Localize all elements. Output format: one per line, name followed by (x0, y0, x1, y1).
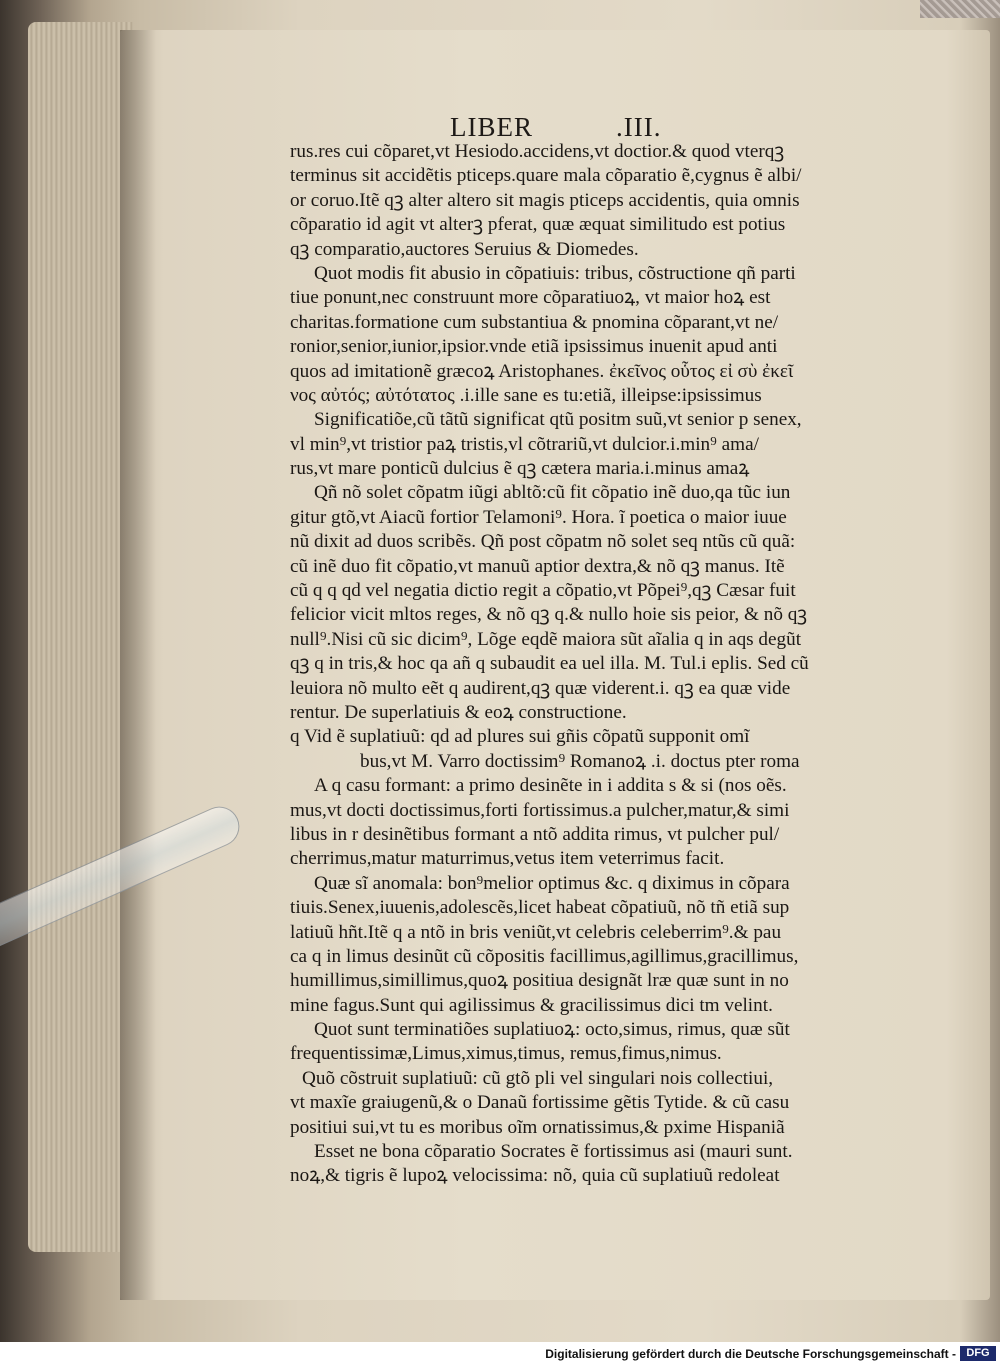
text-line: cũ inẽ duo fit cõpatio,vt manuũ aptior dextra,& nõ qꝫ manus. Itẽ (290, 555, 785, 577)
text-line: tiuis.Senex,iuuenis,adolescẽs,licet habeat cõpatiuũ, nõ tñ etiã sup (290, 897, 790, 919)
dfg-logo: DFG (960, 1346, 996, 1361)
text-line: Quõ cõstruit suplatiuũ: cũ gtõ pli vel singulari nois collectiui, (302, 1067, 774, 1089)
body-text (290, 140, 940, 1189)
text-line: Qñ nõ solet cõpatm iũgi abltõ:cũ fit cõpatio inẽ duo,qa tũc iun (314, 482, 791, 504)
text-line: Significatiõe,cũ tãtũ significat qtũ positm suũ,vt senior p senex, (314, 409, 802, 431)
text-line: Quot modis fit abusio in cõpatiuis: tribus, cõstructione qñ parti (314, 262, 796, 284)
text-line: gitur gtõ,vt Aiacũ fortior Telamoni⁹. Hora. ĩ poetica o maior iuue (290, 506, 787, 528)
text-line: cõparatio id agit vt alterꝫ pferat, quæ æquat similitudo est potius (290, 214, 786, 236)
text-line: rentur. De superlatiuis & eoꝝ constructione. (290, 701, 627, 723)
text-line: q Vid ẽ suplatiuũ: qd ad plures sui gñis cõpatũ supponit omĩ (290, 726, 750, 748)
text-line: Quæ sĩ anomala: bon⁹melior optimus &c. q diximus in cõpara (314, 872, 790, 894)
text-line: libus in r desinẽtibus formant a ntõ addita rimus, vt pulcher pul/ (290, 823, 780, 845)
text-line: ca q in limus desinũt cũ cõpositis facillimus,agillimus,gracillimus, (290, 945, 799, 967)
binding-cloth (920, 0, 1000, 18)
text-line: quos ad imitationẽ græcoꝝ Aristophanes. ἐκεῖνος οὗτος εἰ σὺ ἐκεῖ (290, 360, 794, 382)
text-line: charitas.formatione cum substantiua & pnomina cõparant,vt ne/ (290, 311, 779, 333)
text-line: mine fagus.Sunt qui agilissimus & gracilissimus dici tm velint. (290, 994, 773, 1016)
text-line: cũ q q qd vel negatia dictio regit a cõpatio,vt Põpei⁹,qꝫ Cæsar fuit (290, 580, 796, 602)
text-line: terminus sit accidẽtis pticeps.quare mala cõparatio ẽ,cygnus ẽ albi/ (290, 165, 802, 187)
text-line: leuiora nõ multo eẽt q audirent,qꝫ quæ viderent.i. qꝫ ea quæ vide (290, 677, 791, 699)
header-book-number: .III. (616, 112, 662, 142)
text-line: bus,vt M. Varro doctissim⁹ Romanoꝝ .i. doctus pter roma (360, 750, 800, 772)
funding-credit: Digitalisierung gefördert durch die Deutsche Forschungsgemeinschaft - (545, 1347, 956, 1361)
text-line: vl min⁹,vt tristior paꝝ tristis,vl cõtrariũ,vt dulcior.i.min⁹ ama/ (290, 433, 759, 455)
text-line: nũ dixit ad duos scribẽs. Qñ post cõpatm nõ solet seq ntũs cũ quã: (290, 531, 796, 553)
text-line: cherrimus,matur maturrimus,vetus item veterrimus facit. (290, 848, 725, 870)
text-line: mus,vt docti doctissimus,forti fortissimus.a pulcher,matur,& simi (290, 799, 790, 821)
text-line: vt maxĩe graiugenũ,& o Danaũ fortissime gẽtis Tytide. & cũ casu (290, 1092, 790, 1114)
text-line: noꝝ,& tigris ẽ lupoꝝ velocissima: nõ, quia cũ suplatiuũ redoleat (290, 1165, 780, 1187)
footer-bar (0, 1342, 1000, 1366)
text-line: Quot sunt terminatiões suplatiuoꝝ: octo,simus, rimus, quæ sũt (314, 1019, 790, 1041)
text-line: frequentissimæ,Limus,ximus,timus, remus,fimus,nimus. (290, 1043, 722, 1065)
text-line: qꝫ q in tris,& hoc qa añ q subaudit ea uel illa. M. Tul.i eplis. Sed cũ (290, 653, 809, 675)
text-line: felicior vicit mltos reges, & nõ qꝫ q.& nullo hoie sis peior, & nõ qꝫ (290, 604, 808, 626)
text-line: positiui sui,vt tu es moribus oĩm ornatissimus,& pxime Hispaniã (290, 1116, 785, 1138)
text-line: or coruo.Itẽ qꝫ alter altero sit magis pticeps accidentis, quia omnis (290, 189, 800, 211)
text-line: A q casu formant: a primo desinẽte in i addita s & si (nos oẽs. (314, 775, 787, 797)
page-gutter-shadow (120, 30, 156, 1300)
text-line: latiuũ hñt.Itẽ q a ntõ in bris veniũt,vt celebris celeberrim⁹.& pau (290, 921, 782, 943)
running-header (440, 104, 800, 144)
text-line: qꝫ comparatio,auctores Seruius & Diomedes. (290, 238, 639, 260)
text-line: Esset ne bona cõparatio Socrates ẽ fortissimus asi (mauri sunt. (314, 1141, 793, 1163)
book-page-edges (28, 22, 133, 1252)
text-line: tiue ponunt,nec construunt more cõparatiuoꝝ, vt maior hoꝝ est (290, 287, 771, 309)
text-line: rus,vt mare ponticũ dulcius ẽ qꝫ cætera maria.i.minus amaꝝ (290, 458, 750, 480)
header-title: LIBER (450, 112, 533, 142)
text-line: humillimus,simillimus,quoꝝ positiua designãt lræ quæ sunt in no (290, 970, 789, 992)
text-line: ronior,senior,iunior,ipsior.vnde etiã ipsissimus inuenit apud anti (290, 336, 778, 358)
text-line: rus.res cui cõparet,vt Hesiodo.accidens,vt doctior.& quod vterqꝫ (290, 141, 785, 162)
text-line: νος αὐτός; αὐτότατος .i.ille sane es tu:etiã, illeipse:ipsissimus (290, 384, 762, 406)
text-line: null⁹.Nisi cũ sic dicim⁹, Lõge eqdẽ maiora sũt aĩalia q in aqs degũt (290, 628, 802, 650)
